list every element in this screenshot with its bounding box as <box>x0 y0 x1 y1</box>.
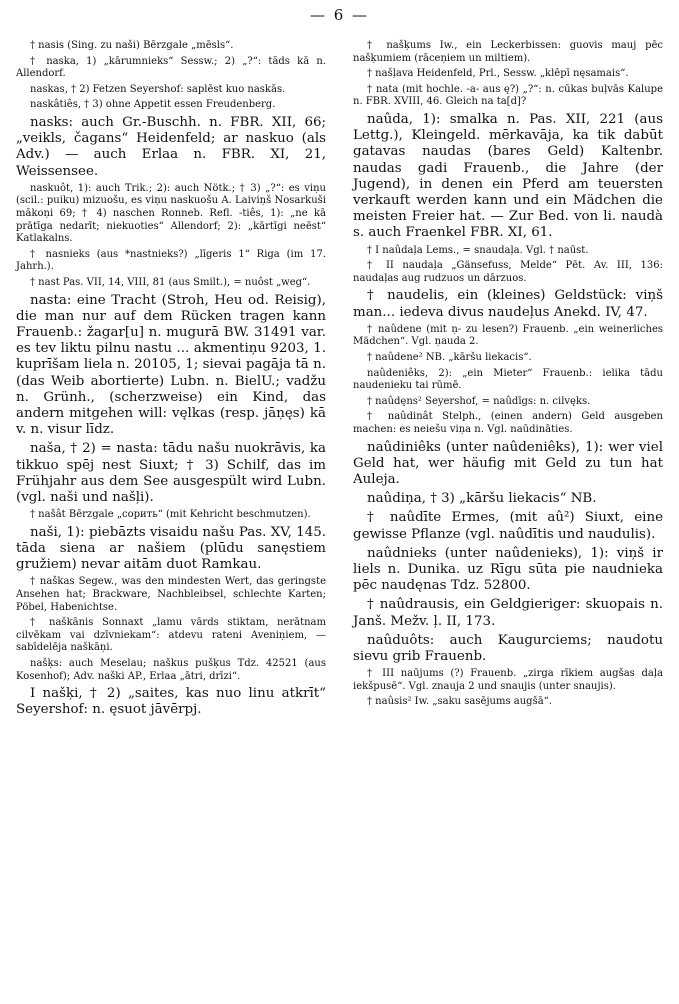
dictionary-entry: naskâtiês, † 3) ohne Appetit essen Freudenberg. <box>30 99 276 111</box>
dictionary-entry: nasta: eine Tracht (Stroh, Heu od. Reisig), die man nur auf dem Rücken tragen kann Frauenb.: žagar[u] n. mugurā BW. 31491 var. es tev liktu pilnu nastu ... akmentiņu 9203, 1. kuprīšam liela n. 20105, 1; sievai pagāja tā n. (das Weib abortierte) Lubn. n. BielU.; vadžu n. Grünh., (scherzweise) ein Kind, das andern mitgehen will: vęlkas (resp. jāņęs) kā v. n. visur līdz. <box>16 292 326 438</box>
dictionary-entry: naûdeniêks, 2): „ein Mieter“ Frauenb.: ielika tādu naudenieku tai rūmē. <box>353 367 663 392</box>
dictionary-entry: našķs: auch Meselau; naškus pušķus Tdz. 42521 (aus Kosenhof); Adv. naški AP., Erlaa „ātri, drīzi“. <box>16 657 326 682</box>
dictionary-entry: † naûdinât Stelph., (einen andern) Geld ausgeben machen: es neiešu viņa n. Vgl. naūdināties. <box>353 411 663 435</box>
dictionary-entry: † naškas Segew., was den mindesten Wert, das geringste Ansehen hat; Brackware, Nachbleibsel, schlechte Karten; Pöbel, Habenichtse. <box>16 576 326 613</box>
dictionary-entry: naskuôt, 1): auch Trik.; 2): auch Nötk.; † 3) „?“: es viņu (scil.: puiku) mizuošu, es viņu naskuošu A. Laiviņš Nosarkuši mākoņi 69; † 4) naschen Ronneb. Refl. -tiês, 1): „ne kā prātīga nedarīt; niekuoties“ Allendorf; 2): „kārtīgi neēst“ Katlakalns. <box>16 182 326 245</box>
dictionary-entry: † nast Pas. VII, 14, VIII, 81 (aus Smilt.), = nuôst „weg“. <box>30 276 311 288</box>
dictionary-entry: † naûdīte Ermes, (mit aû²) Siuxt, eine gewisse Pflanze (vgl. naûdītis und naudulis). <box>353 510 663 542</box>
dictionary-entry: † naûdrausis, ein Geldgieriger: skuopais n. Janš. Mežv. ļ. II, 173. <box>353 597 663 629</box>
dictionary-entry: nasks: auch Gr.-Buschh. n. FBR. XII, 66; „veikls, čagans“ Heidenfeld; ar naskuo (als Adv.) — auch Erlaa n. FBR. XI, 21, Weissensee. <box>16 114 326 179</box>
dictionary-entry: † našât Bērzgale „сорить“ (mit Kehricht beschmutzen). <box>30 509 311 521</box>
dictionary-entry: † III naūjums (?) Frauenb. „zirga rīkiem augšas daļa iekšpusē“. Vgl. znauja 2 und snaujis (unter snaujis). <box>353 668 663 692</box>
dictionary-entry: † naska, 1) „kārumnieks“ Sessw.; 2) „?“: tāds kā n. Allendorf. <box>16 55 326 80</box>
dictionary-entry: naši, 1): piebāzts visaidu našu Pas. XV, 145. tāda siena ar našiem (plūdu sanęstiem gružiem) nevar aitām duot Ramkau. <box>16 524 326 573</box>
dictionary-entry: naskas, † 2) Fetzen Seyershof: saplēst kuo naskās. <box>30 83 286 95</box>
page-number: — 6 — <box>309 6 370 24</box>
dictionary-entry: † nasis (Sing. zu naši) Bērzgale „mēsls“. <box>30 40 234 51</box>
left-column <box>16 40 326 722</box>
dictionary-entry: † naûsis² Iw. „saku sasējums augšā“. <box>367 696 552 708</box>
dictionary-entry: † naûdene² NB. „kāršu liekacis“. <box>367 351 532 363</box>
dictionary-entry: † nasnieks (aus *nastnieks?) „līgeris 1“ Riga (im 17. Jahrh.). <box>16 248 326 273</box>
dictionary-entry: naûda, 1): smalka n. Pas. XII, 221 (aus Lettg.), Kleingeld. mērkavāja, ka tik dabūt gatavas naudas (bares Geld) Kaltenbr. naudas gadi Frauenb., die Jahre (der Jugend), in denen ein Pferd am teuersten verkauft werden kann und ein Mädchen die meisten Freier hat. — Zur Bed. von li. naudà s. auch Fraenkel FBR. XI, 61. <box>353 111 663 241</box>
dictionary-entry: † našļava Heidenfeld, Prl., Sessw. „klēpī nęsamais“. <box>367 68 629 80</box>
dictionary-entry: naûdiniêks (unter naûdeniêks), 1): wer viel Geld hat, wer häufig mit Geld zu tun hat Auleja. <box>353 439 663 487</box>
dictionary-entry: I našķi, † 2) „saites, kas nuo linu atkrīt“ Seyershof: n. ęsuot jāvērpj. <box>16 686 326 718</box>
dictionary-entry: † II naudaļa „Gänsefuss, Melde“ Pēt. Av. III, 136: naudaļas aug rudzuos un dārzuos. <box>353 260 663 284</box>
dictionary-entry: † našķums Iw., ein Leckerbissen: guovis mauj pēc našķumiem (rāceņiem un miltiem). <box>353 40 663 64</box>
dictionary-entry: naûduôts: auch Kaugurciems; naudotu sievu grib Frauenb. <box>353 632 663 664</box>
dictionary-entry: naûdnieks (unter naûdenieks), 1): viņš ir liels n. Dunika. uz Rīgu sūta pie naudnieka pēc naudęnas Tdz. 52800. <box>353 545 663 594</box>
right-column <box>353 40 663 712</box>
dictionary-entry: † nata (mit hochle. -a- aus ę?) „?“: n. cūkas buļvās Kalupe n. FBR. XVIII, 46. Gleich na ta[d]? <box>353 83 663 108</box>
dictionary-entry: naûdiņa, † 3) „kāršu liekacis“ NB. <box>367 491 597 507</box>
dictionary-entry: † naškānis Sonnaxt „lamu vārds stiktam, nerātnam cilvēkam vai dzīvniekam“: atdevu rateni Aveniņiem, — sabīdelēja naškāņi. <box>16 617 326 654</box>
dictionary-entry: naša, † 2) = nasta: tādu našu nuokrāvis, ka tikkuo spēj nest Siuxt; † 3) Schilf, das im Frühjahr aus dem See ausgespült wird Lubn. (vgl. naši und našļi). <box>16 441 326 505</box>
dictionary-entry: † naudelis, ein (kleines) Geldstück: viņš man... iedeva divus naudeļus Anekd. IV, 47. <box>353 288 663 320</box>
dictionary-entry: † naûdęns² Seyershof, = naûdīgs: n. cilvęks. <box>367 395 591 407</box>
dictionary-entry: † I naûdaļa Lems., = snaudaļa. Vgl. † naūst. <box>367 244 589 256</box>
dictionary-entry: † naûdene (mit ņ- zu lesen?) Frauenb. „ein weinerliches Mädchen“. Vgl. ņauda 2. <box>353 323 663 348</box>
